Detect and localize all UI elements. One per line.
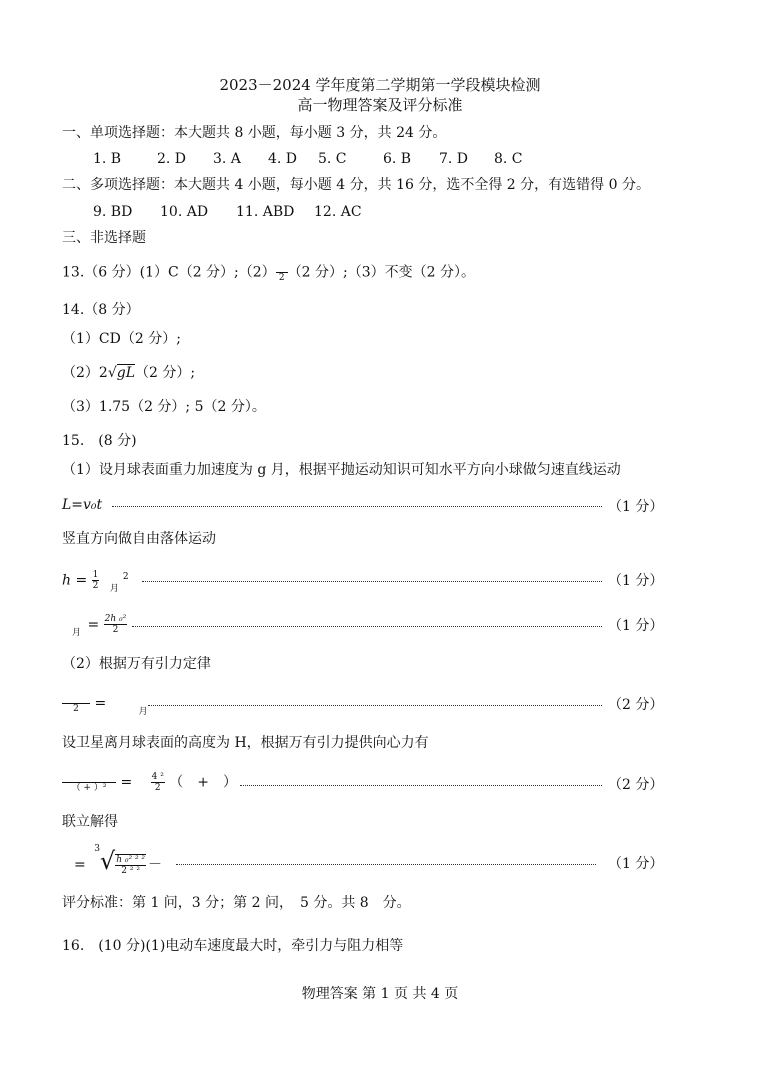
page-footer: 物理答案 第 1 页 共 4 页: [301, 986, 459, 1002]
leader-dots: [132, 626, 602, 627]
q15-part1-text: （1）设月球表面重力加速度为 g 月，根据平抛运动知识可知水平方向小球做匀速直线运动: [62, 462, 621, 478]
score-label: （2 分）: [608, 777, 664, 793]
eq2-fraction: $\frac{1}{2}$: [92, 570, 99, 592]
q13-answer: [62, 262, 475, 283]
q16-answer: 16. (10 分)(1)电动车速度最大时，牵引力与阻力相等: [62, 938, 404, 954]
eq5-fraction-right: $\frac{\text{4 ²}}{2}$: [151, 772, 164, 793]
q15-eq5: [62, 772, 237, 793]
score-label: （1 分）: [608, 499, 664, 515]
answer-item: 10. AD: [160, 204, 209, 220]
eq3-fraction: $\frac{\text{2h ₀²}}{2}$: [104, 614, 127, 635]
answer-item: 11. ABD: [236, 204, 295, 220]
leader-dots: [112, 506, 602, 507]
answer-item: 2. D: [157, 151, 187, 167]
page-subtitle: 高一物理答案及评分标准: [297, 96, 463, 114]
leader-dots: [176, 864, 596, 865]
score-label: （1 分）: [608, 618, 664, 634]
q14-part2-prefix: （2）2: [62, 365, 108, 381]
q15-solve-text: 联立解得: [62, 814, 118, 830]
q15-eq3: [62, 614, 127, 636]
q13-part-a: 13.（6 分）(1）C（2 分）;（2）: [62, 264, 276, 281]
q14-part3: （3）1.75（2 分）; 5（2 分）。: [62, 399, 266, 415]
answer-item: 12. AC: [314, 204, 362, 220]
section-multi-choice-heading: 二、多项选择题：本大题共 4 小题，每小题 4 分，共 16 分，选不全得 2 分，有选错得 0 分。: [62, 177, 650, 193]
answer-item: 6. B: [383, 151, 412, 167]
leader-dots: [142, 581, 602, 582]
q14-part1: （1）CD（2 分）;: [62, 331, 181, 347]
score-label: （1 分）: [608, 573, 664, 589]
eq4-subscript: 月: [138, 706, 148, 717]
q15-eq6: [74, 844, 163, 876]
q15-grading-criteria: 评分标准：第 1 问，3 分；第 2 问， 5 分。共 8 分。: [62, 895, 411, 911]
q14-part2-suffix: （2 分）;: [135, 365, 196, 381]
eq5-fraction-left: （ + ）²: [62, 772, 116, 793]
eq2-lhs: h =: [62, 572, 88, 589]
q14-part2: [62, 364, 195, 382]
q15-eq2: [62, 568, 129, 592]
q13-fraction: 2: [276, 262, 288, 283]
eq6-fraction: $\frac{\text{h ₀² ² ²}}{\text{2 ² ²}}$: [116, 855, 146, 876]
answer-item: 8. C: [494, 151, 523, 167]
answer-item: 4. D: [268, 151, 298, 167]
leader-dots: [240, 785, 602, 786]
eq5-rest: （ + ）: [169, 774, 238, 791]
q15-eq4: [62, 693, 148, 717]
eq4-equals: =: [94, 695, 107, 712]
q15-vertical-text: 竖直方向做自由落体运动: [62, 531, 216, 547]
q14-heading: 14.（8 分）: [62, 302, 140, 318]
page-title: 2023－2024 学年度第二学期第一学段模块检测: [219, 76, 541, 94]
answer-item: 9. BD: [93, 204, 133, 220]
eq2-subscript: 月: [109, 583, 119, 594]
q15-part3-text: 设卫星离月球表面的高度为 H，根据万有引力提供向心力有: [62, 735, 429, 751]
score-label: （2 分）: [608, 697, 664, 713]
eq5-equals: =: [120, 774, 133, 791]
eq3-equals: =: [87, 616, 100, 633]
sqrt-symbol: √: [107, 365, 117, 381]
eq6-equals: =: [74, 857, 86, 873]
section-non-choice-heading: 三、非选择题: [62, 230, 146, 246]
answer-item: 7. D: [439, 151, 469, 167]
answer-item: 5. C: [318, 151, 347, 167]
q14-radicand: gL: [116, 365, 136, 381]
cube-root-symbol: √: [99, 847, 116, 875]
eq6-tail: －: [148, 857, 163, 873]
answer-item: 1. B: [93, 151, 122, 167]
eq6-root-index: 3: [94, 844, 100, 855]
leader-dots: [148, 705, 602, 706]
score-label: （1 分）: [608, 856, 664, 872]
q15-part2-text: （2）根据万有引力定律: [62, 656, 211, 672]
eq3-subscript: 月: [72, 627, 82, 638]
eq4-fraction: 2: [62, 693, 90, 714]
q13-part-b: （2 分）;（3）不变（2 分）。: [287, 264, 476, 281]
q15-heading: 15. (8 分): [62, 433, 137, 449]
section-single-choice-heading: 一、单项选择题：本大题共 8 小题，每小题 3 分，共 24 分。: [62, 125, 447, 141]
eq2-superscript: 2: [122, 572, 129, 582]
q15-eq1: L=v₀t: [62, 497, 103, 513]
answer-item: 3. A: [213, 151, 241, 167]
